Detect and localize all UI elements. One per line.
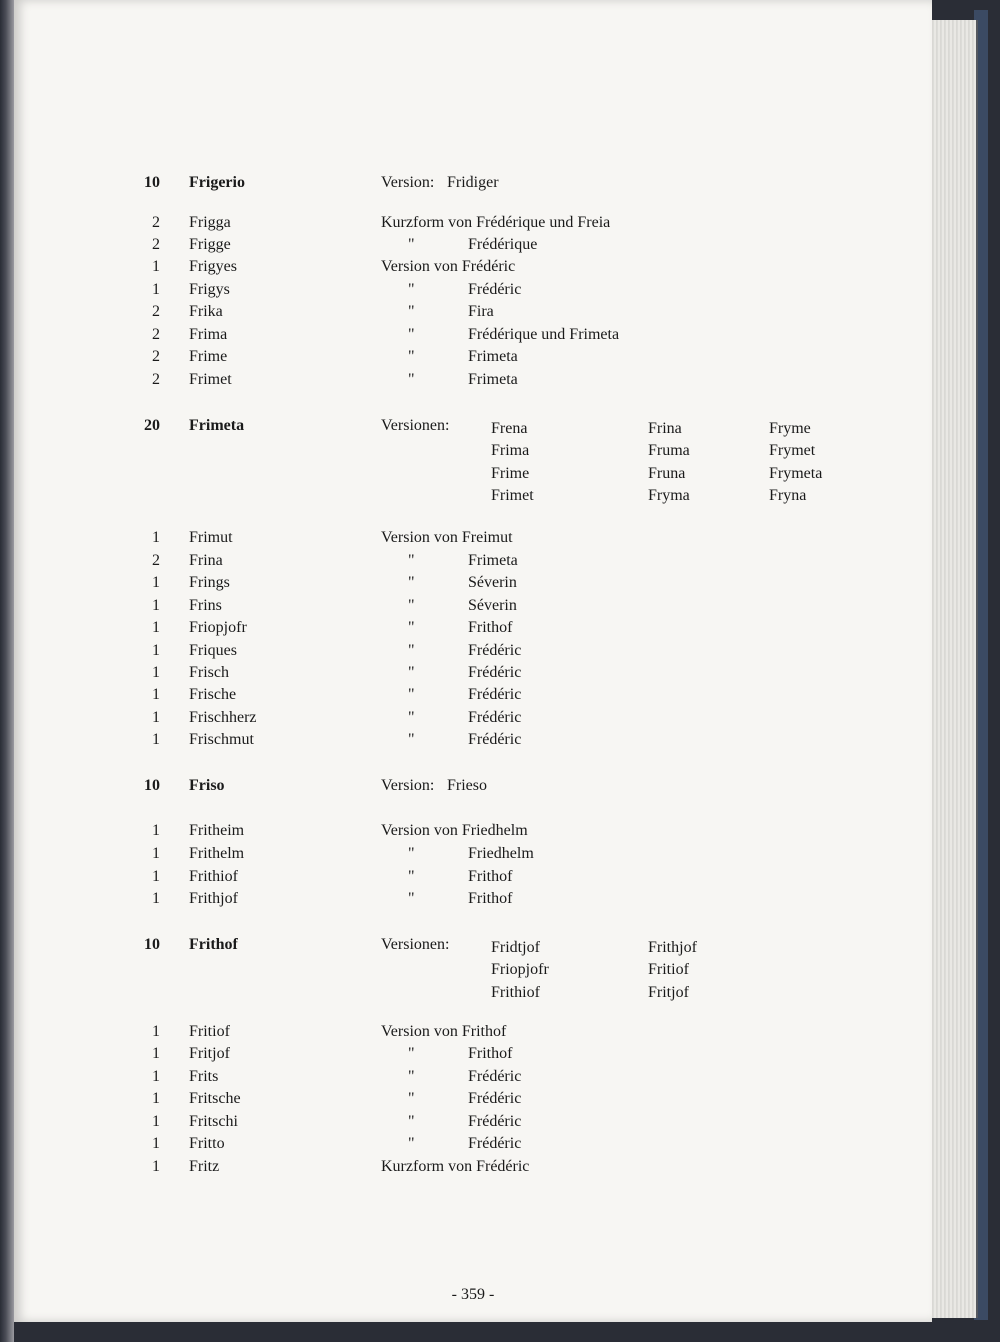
entry-reference: Frédéric: [468, 281, 522, 298]
entry-name: Frits: [189, 1068, 219, 1085]
entry-reference: Fira: [468, 303, 494, 320]
entry-reference: Séverin: [468, 597, 517, 614]
entry-row: [14, 369, 932, 391]
entry-reference: Séverin: [468, 574, 517, 591]
entry-name: Fritschi: [189, 1113, 238, 1130]
entry-label: Version:: [381, 777, 435, 794]
entry-reference: Frithof: [468, 1045, 513, 1062]
version-name: Fryme: [769, 420, 811, 437]
entry-reference: Frimeta: [468, 348, 518, 365]
book-spine: [0, 0, 14, 1342]
entry-label: Versionen:: [381, 417, 450, 434]
entry-count: 1: [152, 1045, 160, 1062]
entry-reference: Frédéric: [468, 1090, 522, 1107]
entry-name: Fritz: [189, 1158, 220, 1175]
entry-reference: Frédéric: [468, 731, 522, 748]
entry-name: Frimut: [189, 529, 233, 546]
entry-count: 1: [152, 1068, 160, 1085]
entry-row: [14, 550, 932, 572]
entry-label: Version von Frithof: [381, 1023, 507, 1040]
entry-name: Frima: [189, 326, 228, 343]
version-name: Fruna: [648, 464, 686, 482]
entry-name: Frings: [189, 574, 230, 591]
entry-count: 1: [152, 642, 160, 659]
version-name: Frithjof: [648, 939, 697, 956]
ditto-mark: ": [408, 868, 415, 885]
entry-count: 1: [152, 709, 160, 726]
ditto-mark: ": [408, 1113, 415, 1130]
version-name: Frime: [491, 464, 530, 482]
entry-count: 2: [152, 348, 160, 365]
ditto-mark: ": [408, 1045, 415, 1062]
entry-row: [14, 346, 932, 368]
entry-name: Frithjof: [189, 890, 238, 907]
entry-name: Frigga: [189, 214, 231, 231]
book-page: [14, 0, 932, 1322]
version-name: Frena: [491, 420, 528, 437]
entry-name: Fritheim: [189, 822, 245, 839]
entry-count: 1: [152, 868, 160, 885]
page-edges: [930, 20, 978, 1318]
entry-name: Frisch: [189, 664, 229, 681]
ditto-mark: ": [408, 574, 415, 591]
entry-label: Kurzform von Frédéric: [381, 1158, 530, 1175]
entry-count: 1: [152, 1113, 160, 1130]
entry-count: 2: [152, 552, 160, 569]
entry-name: Fritsche: [189, 1090, 241, 1107]
entry-row: [14, 1111, 932, 1133]
entry-row: [14, 279, 932, 301]
entry-row: [14, 662, 932, 684]
entry-row: [14, 256, 932, 278]
entry-reference: Fridiger: [447, 174, 499, 191]
entry-count: 1: [152, 529, 160, 546]
entry-row: [14, 595, 932, 617]
entry-reference: Frédérique und Frimeta: [468, 326, 620, 343]
entry-reference: Frédéric: [468, 1068, 522, 1085]
entry-name: Friopjofr: [189, 619, 247, 636]
entry-row: [14, 527, 932, 549]
entry-name: Frigerio: [189, 174, 245, 191]
entry-label: Kurzform von Frédérique und Freia: [381, 214, 611, 231]
entry-row: [14, 843, 932, 865]
entry-count: 1: [152, 686, 160, 703]
entry-count: 1: [152, 1023, 160, 1040]
entry-count: 2: [152, 371, 160, 388]
entry-reference: Frédéric: [468, 664, 522, 681]
entry-reference: Frédéric: [468, 1113, 522, 1130]
entry-row: [14, 617, 932, 639]
ditto-mark: ": [408, 371, 415, 388]
entry-count: 1: [152, 619, 160, 636]
entry-reference: Frédéric: [468, 686, 522, 703]
entry-name: Frime: [189, 348, 228, 365]
entry-reference: Frieso: [447, 777, 487, 794]
entry-name: Fritto: [189, 1135, 225, 1152]
version-row: [14, 485, 932, 507]
ditto-mark: ": [408, 1090, 415, 1107]
ditto-mark: ": [408, 1135, 415, 1152]
entry-label: Version von Frédéric: [381, 258, 516, 275]
entry-row: [14, 1088, 932, 1110]
entry-row: [14, 684, 932, 706]
version-name: Frymet: [769, 442, 816, 460]
entry-name: Frigyes: [189, 258, 237, 275]
version-row: [14, 440, 932, 462]
entry-count: 1: [152, 731, 160, 748]
ditto-mark: ": [408, 709, 415, 726]
entry-count: 1: [152, 1090, 160, 1107]
ditto-mark: ": [408, 236, 415, 253]
entry-row: [14, 1021, 932, 1043]
entry-count: 10: [144, 174, 160, 191]
entry-name: Friso: [189, 777, 225, 794]
entry-reference: Frithof: [468, 619, 513, 636]
entry-count: 2: [152, 326, 160, 343]
version-row: [14, 982, 932, 1004]
entry-name: Frithiof: [189, 868, 238, 885]
entry-count: 10: [144, 936, 160, 953]
entry-name: Frische: [189, 686, 237, 703]
version-row: [14, 418, 932, 440]
entry-reference: Frithof: [468, 868, 513, 885]
entry-name: Frithelm: [189, 845, 245, 862]
entry-row: [14, 707, 932, 729]
version-name: Frima: [491, 442, 530, 460]
entry-label: Version von Freimut: [381, 529, 513, 546]
entry-count: 1: [152, 597, 160, 614]
ditto-mark: ": [408, 597, 415, 614]
version-name: Fryma: [648, 486, 690, 504]
entry-row: [14, 888, 932, 910]
entry-row: [14, 640, 932, 662]
entry-reference: Frithof: [468, 890, 513, 907]
entry-row: [14, 820, 932, 842]
version-name: Frithiof: [491, 983, 540, 1001]
entry-count: 2: [152, 214, 160, 231]
entry-name: Fritiof: [189, 1023, 230, 1040]
entry-count: 2: [152, 236, 160, 253]
entry-label: Version von Friedhelm: [381, 822, 528, 839]
entry-name: Frithof: [189, 936, 238, 953]
entry-count: 1: [152, 281, 160, 298]
version-row: [14, 937, 932, 959]
entry-reference: Frédéric: [468, 642, 522, 659]
ditto-mark: ": [408, 326, 415, 343]
version-name: Frymeta: [769, 464, 823, 482]
entry-row: [14, 572, 932, 594]
entry-name: Friques: [189, 642, 237, 659]
version-name: Fryna: [769, 486, 807, 504]
version-name: Fruma: [648, 442, 690, 460]
entry-name: Frischherz: [189, 709, 257, 726]
ditto-mark: ": [408, 552, 415, 569]
ditto-mark: ": [408, 731, 415, 748]
entry-count: 2: [152, 303, 160, 320]
entry-row: [14, 1156, 932, 1178]
entry-row: [14, 775, 932, 797]
entry-reference: Frédérique: [468, 236, 538, 253]
entry-count: 1: [152, 258, 160, 275]
ditto-mark: ": [408, 619, 415, 636]
version-name: Frina: [648, 420, 682, 437]
version-name: Friopjofr: [491, 961, 549, 979]
entry-row: [14, 866, 932, 888]
entry-label: Version:: [381, 174, 435, 191]
ditto-mark: ": [408, 281, 415, 298]
version-name: Frimet: [491, 486, 534, 504]
ditto-mark: ": [408, 303, 415, 320]
entry-row: [14, 1066, 932, 1088]
entry-name: Frina: [189, 552, 223, 569]
entry-row: [14, 172, 932, 194]
entry-count: 1: [152, 1158, 160, 1175]
version-name: Fridtjof: [491, 939, 540, 956]
entry-count: 10: [144, 777, 160, 794]
ditto-mark: ": [408, 664, 415, 681]
ditto-mark: ": [408, 348, 415, 365]
entry-row: [14, 1133, 932, 1155]
entry-name: Frimet: [189, 371, 232, 388]
ditto-mark: ": [408, 1068, 415, 1085]
entry-name: Frika: [189, 303, 223, 320]
version-row: [14, 959, 932, 981]
entry-name: Frigge: [189, 236, 231, 253]
entry-name: Frischmut: [189, 731, 254, 748]
entry-count: 20: [144, 417, 160, 434]
entry-label: Versionen:: [381, 936, 450, 953]
entry-count: 1: [152, 845, 160, 862]
entry-count: 1: [152, 1135, 160, 1152]
ditto-mark: ": [408, 686, 415, 703]
ditto-mark: ": [408, 642, 415, 659]
ditto-mark: ": [408, 845, 415, 862]
version-name: Fritjof: [648, 983, 689, 1001]
entry-name: Frins: [189, 597, 222, 614]
ditto-mark: ": [408, 890, 415, 907]
entry-count: 1: [152, 664, 160, 681]
page-number: - 359 -: [451, 1286, 495, 1303]
version-name: Fritiof: [648, 961, 689, 979]
entry-row: [14, 729, 932, 751]
entry-row: [14, 234, 932, 256]
entry-row: [14, 212, 932, 234]
entry-count: 1: [152, 890, 160, 907]
entry-reference: Frimeta: [468, 371, 518, 388]
entry-name: Frigys: [189, 281, 230, 298]
entry-row: [14, 301, 932, 323]
entry-reference: Frimeta: [468, 552, 518, 569]
entry-reference: Frédéric: [468, 1135, 522, 1152]
entry-count: 1: [152, 574, 160, 591]
entry-count: 1: [152, 822, 160, 839]
entry-name: Fritjof: [189, 1045, 230, 1062]
entry-reference: Frédéric: [468, 709, 522, 726]
entry-reference: Friedhelm: [468, 845, 534, 862]
entry-name: Frimeta: [189, 417, 245, 434]
entry-row: [14, 324, 932, 346]
entry-row: [14, 1043, 932, 1065]
version-row: [14, 463, 932, 485]
